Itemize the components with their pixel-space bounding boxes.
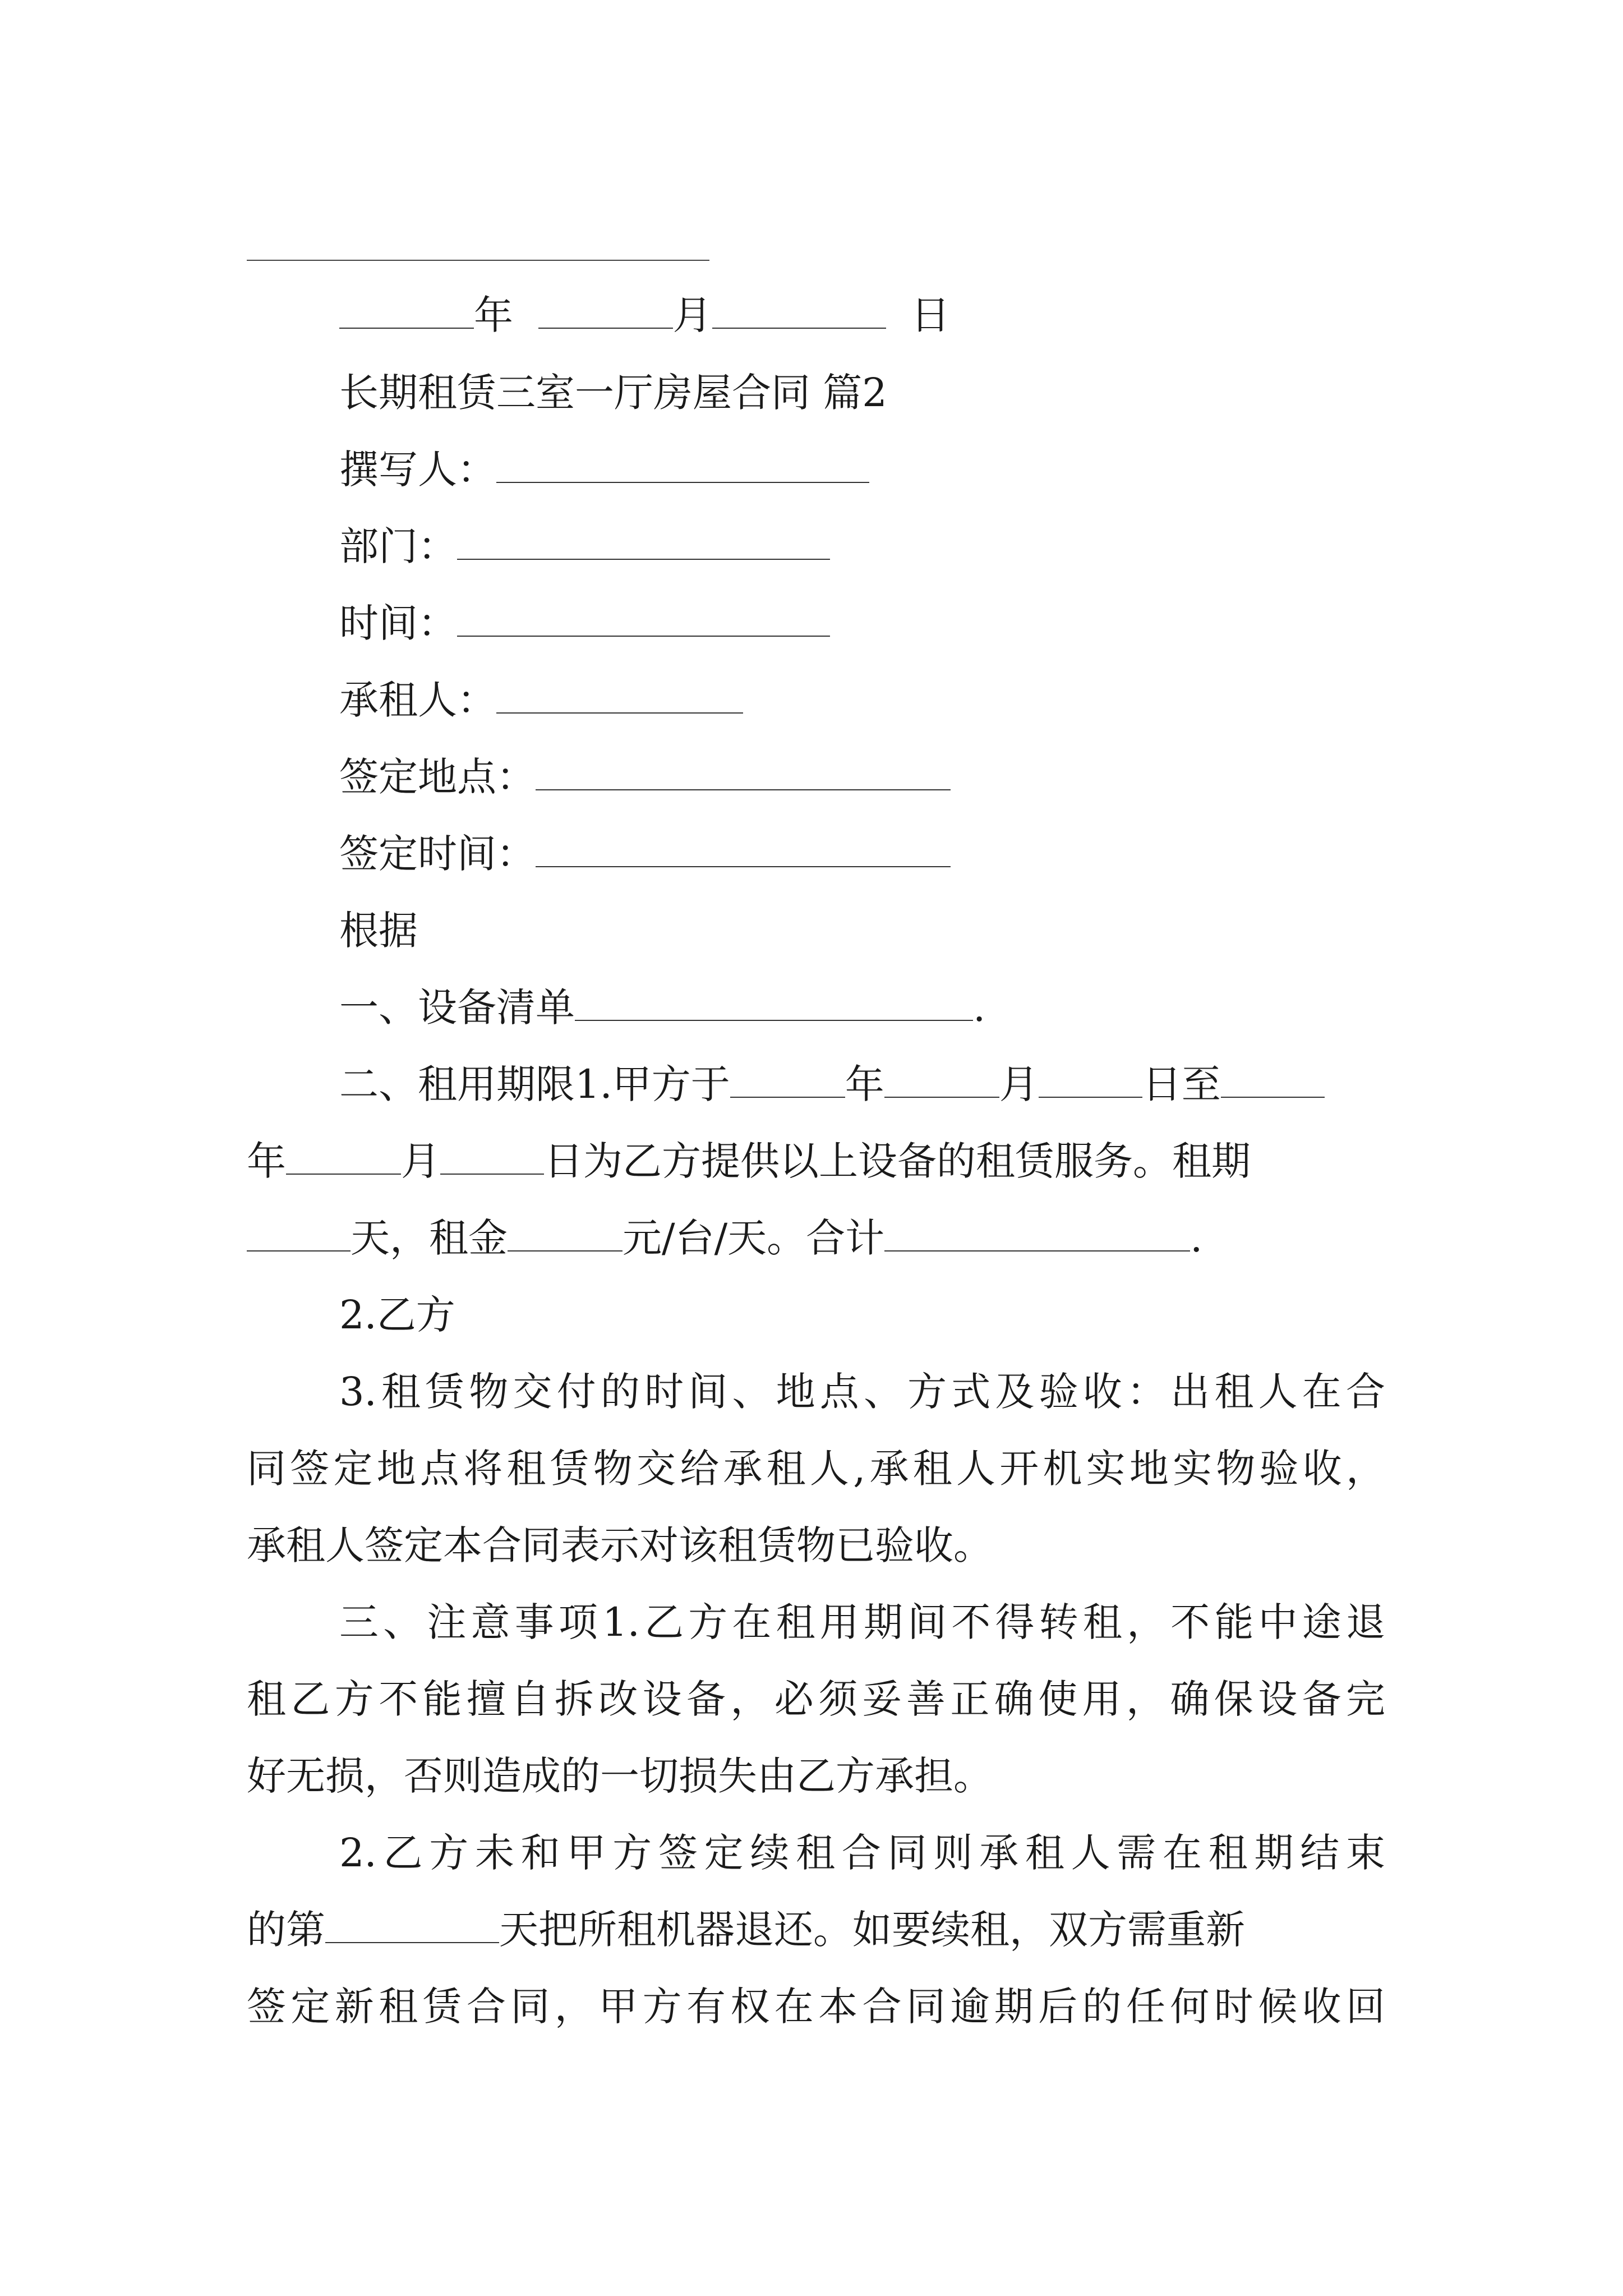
top-signature-line <box>247 260 709 261</box>
end-year-blank[interactable] <box>1221 1060 1325 1098</box>
section1-equipment-list: 一、设备清单 . <box>339 979 1478 1036</box>
end-day-blank[interactable] <box>440 1137 544 1175</box>
return-day-blank[interactable] <box>325 1905 499 1943</box>
section2-line3: 天，租金 元/台/天。合计 . <box>247 1210 1385 1266</box>
equipment-list-blank[interactable] <box>575 983 973 1021</box>
month-blank[interactable] <box>538 291 673 329</box>
item3-line2: 同签定地点将租赁物交给承租人,承租人开机实地实物验收， <box>247 1446 1385 1492</box>
lessee-field: 承租人： <box>339 672 1478 728</box>
section3-item2-line2: 的第 天把所租机器退还。如要续租，双方需重新 <box>247 1902 1385 1958</box>
rent-amount-blank[interactable] <box>508 1213 623 1251</box>
time-field: 时间： <box>339 595 1478 651</box>
sign-time-blank[interactable] <box>536 829 951 867</box>
section3-item2-line1: 2.乙方未和甲方签定续租合同则承租人需在租期结束 <box>339 1830 1385 1876</box>
start-year-blank[interactable] <box>730 1060 845 1098</box>
start-month-blank[interactable] <box>884 1060 999 1098</box>
department-blank[interactable] <box>457 522 830 560</box>
item3-line3: 承租人签定本合同表示对该租赁物已验收。 <box>247 1522 993 1568</box>
lessee-blank[interactable] <box>496 675 743 714</box>
year-blank[interactable] <box>339 291 474 329</box>
section3-line3: 好无损，否则造成的一切损失由乙方承担。 <box>247 1753 993 1799</box>
department-field: 部门： <box>339 518 1478 574</box>
section3-line2: 租乙方不能擅自拆改设备，必须妥善正确使用，确保设备完 <box>247 1676 1385 1722</box>
basis-text: 根据 <box>339 908 418 954</box>
date-line: 年 月 日 <box>339 287 1478 343</box>
start-day-blank[interactable] <box>1039 1060 1142 1098</box>
section2-line1: 二、租用期限1.甲方于 年 月 日至 <box>339 1056 1385 1112</box>
sign-place-blank[interactable] <box>536 752 951 790</box>
sign-time-field: 签定时间： <box>339 826 1478 882</box>
rental-days-blank[interactable] <box>247 1213 351 1251</box>
section2-line2: 年 月 日为乙方提供以上设备的租赁服务。租期 <box>247 1133 1385 1189</box>
end-month-blank[interactable] <box>286 1137 401 1175</box>
item3-line1: 3.租赁物交付的时间、地点、方式及验收：出租人在合 <box>339 1369 1385 1415</box>
item2-lessee: 2.乙方 <box>339 1292 455 1338</box>
writer-field: 撰写人： <box>339 441 1478 498</box>
section3-item2-line3: 签定新租赁合同，甲方有权在本合同逾期后的任何时候收回 <box>247 1984 1385 2030</box>
writer-blank[interactable] <box>496 445 869 483</box>
document-title: 长期租赁三室一厅房屋合同 篇2 <box>339 370 887 416</box>
section3-line1: 三、注意事项1.乙方在租用期间不得转租，不能中途退 <box>339 1599 1385 1645</box>
sign-place-field: 签定地点： <box>339 749 1478 805</box>
total-blank[interactable] <box>884 1213 1190 1251</box>
time-blank[interactable] <box>457 599 830 637</box>
day-blank[interactable] <box>712 291 886 329</box>
